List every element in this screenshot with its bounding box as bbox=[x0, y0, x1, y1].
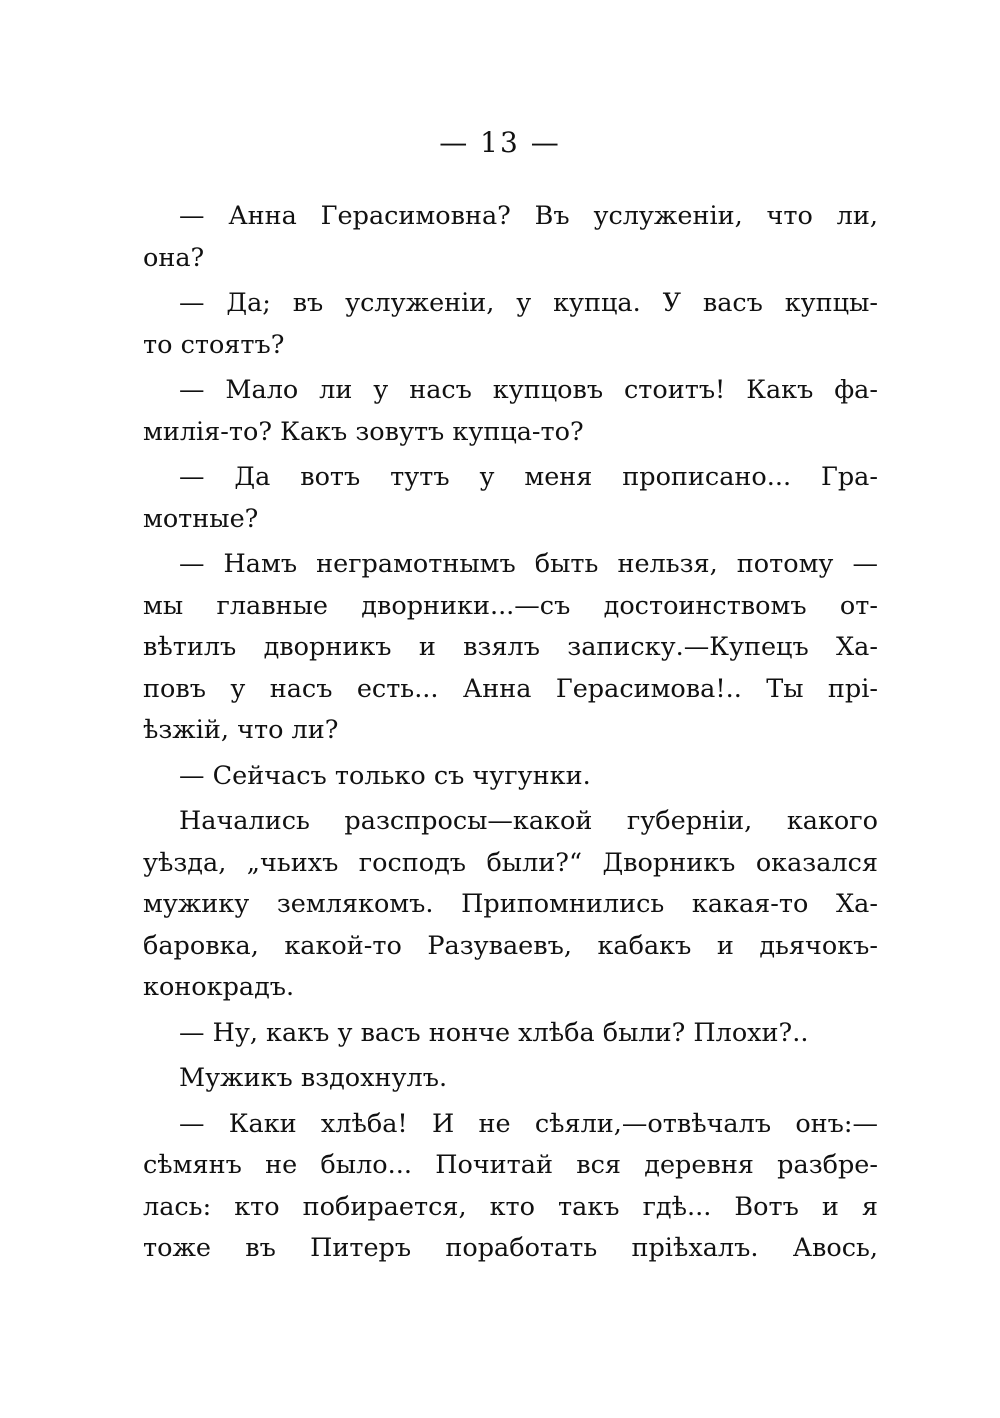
paragraph bbox=[143, 756, 878, 798]
text-line: лась: кто побирается, кто такъ гдѣ... Вотъ и я bbox=[143, 1191, 878, 1222]
text-line: мотные? bbox=[143, 503, 259, 534]
text-line: — Сейчасъ только съ чугунки. bbox=[179, 760, 591, 791]
text-line: — Каки хлѣба! И не сѣяли,—отвѣчалъ онъ:— bbox=[179, 1108, 878, 1139]
paragraph bbox=[143, 196, 878, 279]
paragraph bbox=[143, 370, 878, 453]
text-line: Мужикъ вздохнулъ. bbox=[179, 1063, 448, 1093]
text-line: — Намъ неграмотнымъ быть нельзя, потому — bbox=[179, 549, 878, 579]
text-line: ѣзжій, что ли? bbox=[143, 715, 339, 745]
text-line: мы главные дворники...—съ достоинствомъ от- bbox=[143, 590, 878, 621]
paragraph bbox=[143, 1104, 878, 1270]
page-text bbox=[143, 196, 878, 1270]
text-line: баровка, какой-то Разуваевъ, кабакъ и дьячокъ- bbox=[143, 930, 878, 961]
text-line: уѣзда, „чьихъ господъ были?“ Дворникъ оказался bbox=[143, 847, 878, 878]
text-line: — Да; въ услуженіи, у купца. У васъ купцы- bbox=[179, 288, 878, 318]
text-line: Начались разспросы—какой губерніи, какого bbox=[179, 806, 878, 836]
text-line: сѣмянъ не было... Почитай вся деревня разбре- bbox=[143, 1150, 878, 1180]
text-line: вѣтилъ дворникъ и взялъ записку.—Купецъ Ха- bbox=[143, 632, 878, 662]
paragraph bbox=[143, 544, 878, 752]
paragraph bbox=[143, 1058, 878, 1100]
paragraph bbox=[143, 1013, 878, 1055]
paragraph bbox=[143, 801, 878, 1009]
text-line: мужику землякомъ. Припомнились какая-то Ха- bbox=[143, 889, 878, 919]
text-line: — Да вотъ тутъ у меня прописано... Гра- bbox=[179, 462, 878, 492]
paragraph bbox=[143, 283, 878, 366]
paragraph bbox=[143, 457, 878, 540]
text-line: конокрадъ. bbox=[143, 972, 295, 1002]
page-number: — 13 — bbox=[439, 126, 561, 159]
text-line: — Анна Герасимовна? Въ услуженіи, что ли, bbox=[179, 201, 878, 231]
text-line: — Мало ли у насъ купцовъ стоитъ! Какъ фа- bbox=[179, 375, 878, 405]
text-line: тоже въ Питеръ поработать пріѣхалъ. Авось, bbox=[143, 1233, 878, 1263]
text-line: — Ну, какъ у васъ нонче хлѣба были? Плохи?.. bbox=[179, 1017, 809, 1048]
text-line: она? bbox=[143, 242, 205, 273]
text-line: то стоятъ? bbox=[143, 329, 285, 360]
text-line: повъ у насъ есть... Анна Герасимова!.. Ты прі- bbox=[143, 673, 878, 704]
text-line: милія-то? Какъ зовутъ купца-то? bbox=[143, 416, 584, 447]
